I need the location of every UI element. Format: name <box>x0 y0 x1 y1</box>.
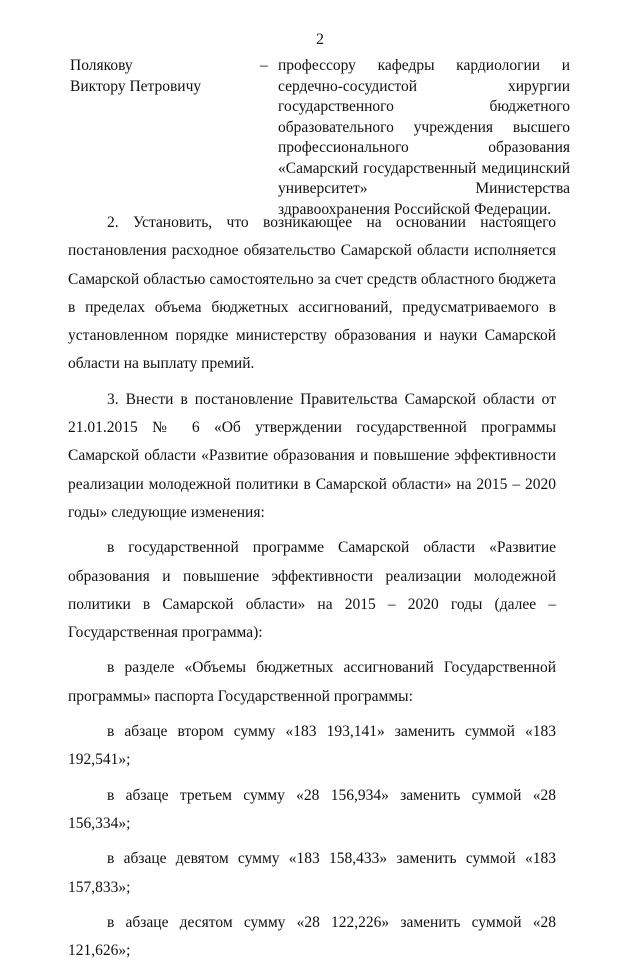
paragraph-2: 2. Установить, что возникающее на основании настоящего постановления расходное обязательство Самарской области исполняется Самарской областью самостоятельно за счет средств областного бюджета в пределах объема бюджетных ассигнований, предусматриваемого в установленном порядке министерству образования и науки Самарской области на выплату премий. <box>68 214 556 373</box>
paragraph-amendment-ninth: в абзаце девятом сумму «183 158,433» заменить суммой «183 157,833»; <box>68 850 556 896</box>
paragraph-amendment-second: в абзаце втором сумму «183 193,141» заменить суммой «183 192,541»; <box>68 723 556 769</box>
awardee-name <box>70 56 250 97</box>
paragraph-program: в государственной программе Самарской области «Развитие образования и повышение эффективности реализации молодежной политики в Самарской области» на 2015 – 2020 годы (далее – Государственная программа): <box>68 539 556 642</box>
award-dash: – <box>260 57 268 74</box>
awardee-given-names: Виктору Петровичу <box>70 77 202 95</box>
paragraph-3: 3. Внести в постановление Правительства Самарской области от 21.01.2015 № 6 «Об утверждении государственной программы Самарской области «Развитие образования и повышение эффективности реализации молодежной политики в Самарской области» на 2015 – 2020 годы» следующие изменения: <box>68 390 556 521</box>
awardee-surname: Полякову <box>70 57 133 74</box>
awardee-position: профессору кафедры кардиологии и сердечно-сосудистой хирургии государственного бюджетного образовательного учреждения высшего профессионального образования «Самарский государственный медицинский университет» Министерства здравоохранения Российской Федерации. <box>278 57 570 218</box>
page-number: 2 <box>316 31 324 48</box>
paragraph-budget-section: в разделе «Объемы бюджетных ассигнований Государственной программы» паспорта Государственной программы: <box>68 659 556 705</box>
paragraph-amendment-third: в абзаце третьем сумму «28 156,934» заменить суммой «28 156,334»; <box>68 786 556 832</box>
document-body <box>68 209 556 972</box>
paragraph-amendment-tenth: в абзаце десятом сумму «28 122,226» заменить суммой «28 121,626»; <box>68 913 556 960</box>
